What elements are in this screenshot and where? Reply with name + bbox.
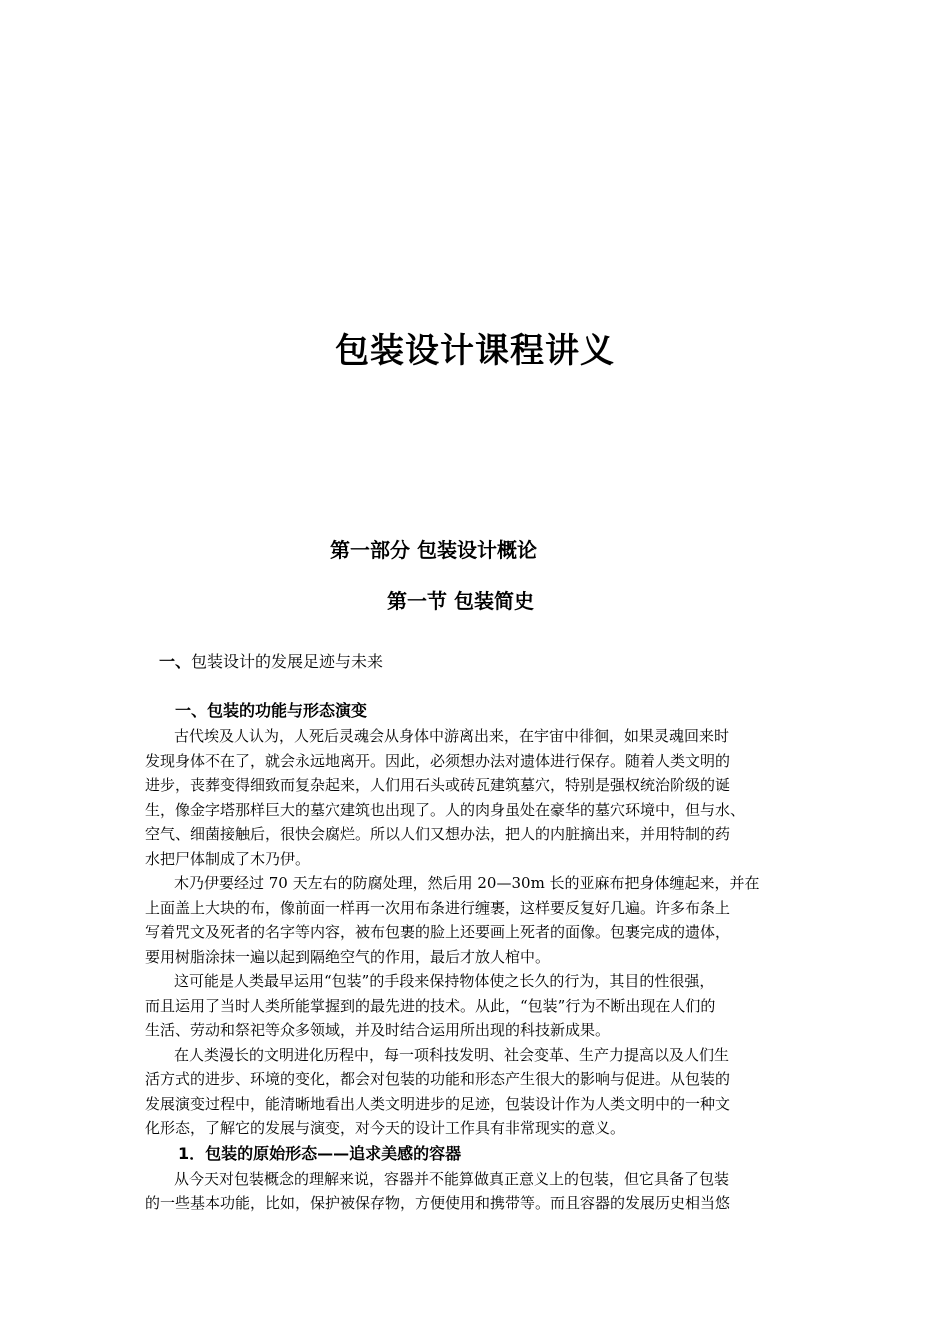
- text-line: 生活、劳动和祭祀等众多领域，并及时结合运用所出现的科技新成果。: [145, 1021, 611, 1039]
- text-line: 木乃伊要经过 70 天左右的防腐处理，然后用 20—30m 长的亚麻布把身体缠起来，并在: [174, 874, 760, 892]
- heading-level-1-number: 一、: [159, 652, 192, 671]
- paragraph: [145, 871, 810, 969]
- text-line: 化形态，了解它的发展与演变，对今天的设计工作具有非常现实的意义。: [145, 1119, 626, 1137]
- paragraph: [145, 1167, 810, 1216]
- text-line: 从今天对包装概念的理解来说，容器并不能算做真正意义上的包装，但它具备了包装: [174, 1169, 730, 1188]
- heading-level-3: 1．包装的原始形态——追求美感的容器: [178, 1143, 462, 1163]
- text-line: 进步，丧葬变得细致而复杂起来，人们用石头或砖瓦建筑墓穴，特别是强权统治阶级的诞: [145, 776, 731, 794]
- text-line: 空气、细菌接触后，很快会腐烂。所以人们又想办法，把人的内脏摘出来，并用特制的药: [145, 825, 731, 843]
- body-text: [145, 698, 810, 1216]
- document-title: 包装设计课程讲义: [335, 331, 615, 371]
- text-line: 这可能是人类最早运用“包装”的手段来保持物体使之长久的行为，其目的性很强，: [174, 972, 715, 990]
- paragraph: [145, 969, 810, 1043]
- heading-level-1-text: 包装设计的发展足迹与未来: [191, 652, 384, 671]
- text-line: 发现身体不在了，就会永远地离开。因此，必须想办法对遗体进行保存。随着人类文明的: [145, 751, 731, 770]
- text-line: 而且运用了当时人类所能掌握到的最先进的技术。从此，“包装”行为不断出现在人们的: [145, 996, 716, 1015]
- text-line: 写着咒文及死者的名字等内容，被布包裹的脸上还要画上死者的面像。包裹完成的遗体，: [145, 923, 731, 941]
- text-line: 要用树脂涂抹一遍以起到隔绝空气的作用，最后才放人棺中。: [145, 947, 551, 966]
- text-line: 水把尸体制成了木乃伊。: [145, 849, 311, 868]
- text-line: 发展演变过程中，能清晰地看出人类文明进步的足迹，包装设计作为人类文明中的一种文: [145, 1094, 731, 1113]
- paragraph: [145, 724, 810, 871]
- paragraph: [145, 1043, 810, 1141]
- text-line: 活方式的进步、环境的变化，都会对包装的功能和形态产生很大的影响与促进。从包装的: [145, 1070, 731, 1088]
- heading-level-1: [159, 650, 383, 674]
- text-line: 上面盖上大块的布，像前面一样再一次用布条进行缠裹，这样要反复好几遍。许多布条上: [145, 898, 731, 917]
- text-line: 在人类漫长的文明进化历程中，每一项科技发明、社会变革、生产力提高以及人们生: [174, 1045, 730, 1064]
- part-heading: 第一部分 包装设计概论: [330, 538, 537, 562]
- text-line: 古代埃及人认为，人死后灵魂会从身体中游离出来，在宇宙中徘徊，如果灵魂回来时: [174, 727, 730, 745]
- text-line: 的一些基本功能，比如，保护被保存物，方便使用和携带等。而且容器的发展历史相当悠: [145, 1194, 731, 1212]
- text-line: 生，像金字塔那样巨大的墓穴建筑也出现了。人的肉身虽处在豪华的墓穴环境中，但与水、: [145, 800, 746, 819]
- heading-level-2: 一、包装的功能与形态演变: [175, 701, 368, 720]
- section-heading: 第一节 包装简史: [387, 589, 534, 613]
